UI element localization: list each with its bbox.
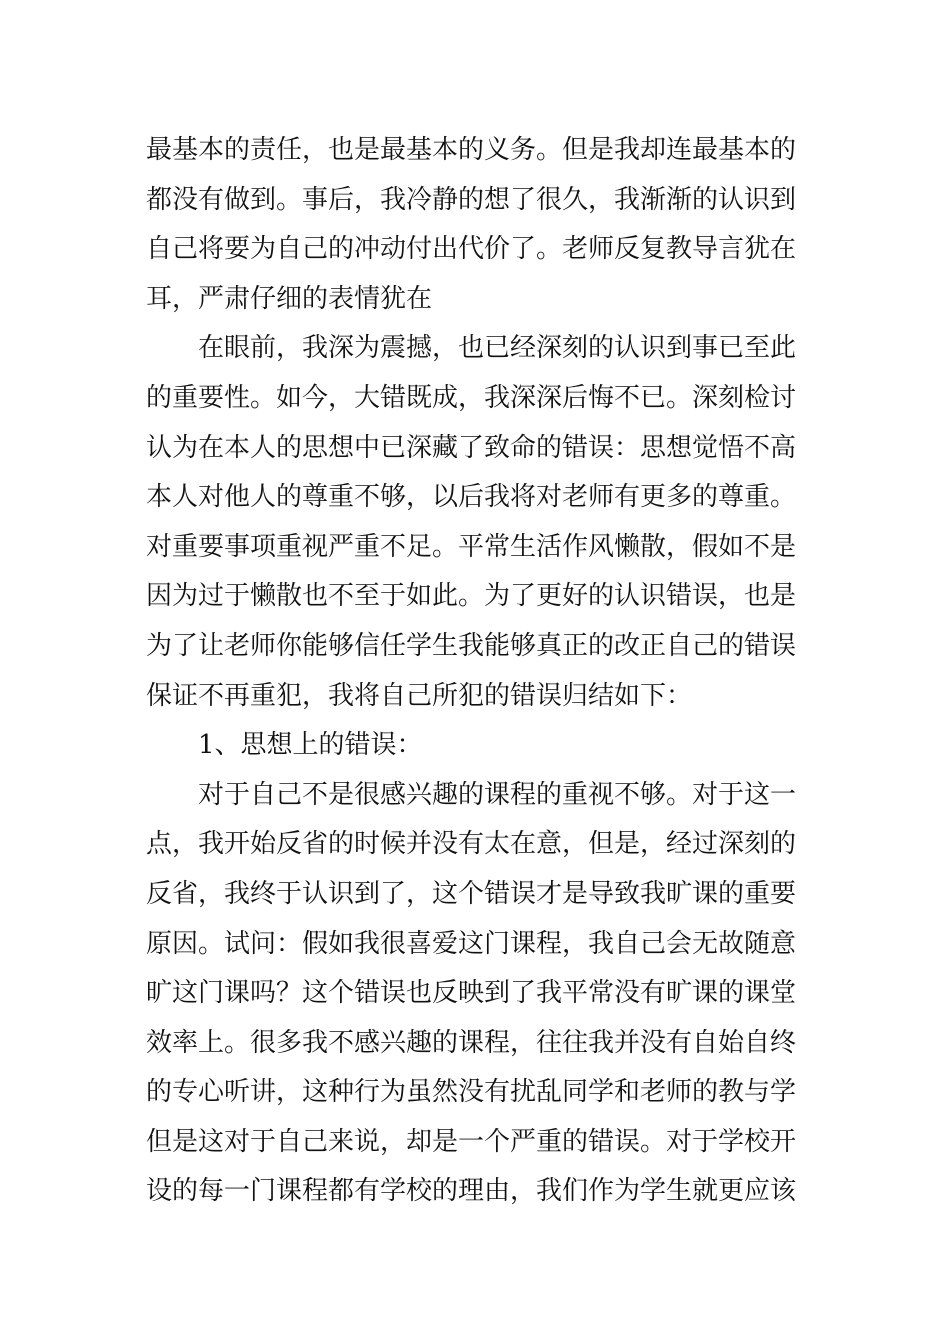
text-line-9: 对重要事项重视严重不足。平常生活作风懒散，假如不是 (146, 531, 797, 562)
text-line-18: 旷这门课吗？这个错误也反映到了我平常没有旷课的课堂 (146, 978, 797, 1009)
text-line-14: 对于自己不是很感兴趣的课程的重视不够。对于这一 (198, 779, 797, 810)
text-line-3: 自己将要为自己的冲动付出代价了。老师反复教导言犹在 (146, 234, 797, 265)
text-line-22: 设的每一门课程都有学校的理由，我们作为学生就更应该 (146, 1176, 797, 1207)
text-line-1: 最基本的责任，也是最基本的义务。但是我却连最基本的 (146, 135, 797, 165)
text-line-16: 反省，我终于认识到了，这个错误才是导致我旷课的重要 (146, 878, 797, 909)
text-line-19: 效率上。很多我不感兴趣的课程，往往我并没有自始自终 (146, 1027, 797, 1058)
text-line-5: 在眼前，我深为震撼，也已经深刻的认识到事已至此 (198, 333, 797, 364)
document-body (146, 126, 810, 1217)
text-line-17: 原因。试问：假如我很喜爱这门课程，我自己会无故随意 (146, 928, 797, 959)
section-heading: 1、思想上的错误： (198, 730, 423, 761)
text-line-6: 的重要性。如今，大错既成，我深深后悔不已。深刻检讨 (146, 382, 797, 413)
text-line-8: 本人对他人的尊重不够，以后我将对老师有更多的尊重。 (146, 482, 797, 513)
text-line-10: 因为过于懒散也不至于如此。为了更好的认识错误，也是 (146, 581, 797, 612)
text-line-20: 的专心听讲，这种行为虽然没有扰乱同学和老师的教与学 (146, 1077, 797, 1108)
text-line-4: 耳，严肃仔细的表情犹在 (146, 283, 433, 314)
text-line-21: 但是这对于自己来说，却是一个严重的错误。对于学校开 (146, 1126, 797, 1157)
text-line-15: 点，我开始反省的时候并没有太在意，但是，经过深刻的 (146, 829, 797, 860)
text-line-7: 认为在本人的思想中已深藏了致命的错误：思想觉悟不高 (146, 432, 797, 463)
text-line-12: 保证不再重犯，我将自己所犯的错误归结如下： (146, 680, 693, 711)
text-line-2: 都没有做到。事后，我冷静的想了很久，我渐渐的认识到 (146, 184, 797, 215)
text-line-11: 为了让老师你能够信任学生我能够真正的改正自己的错误 (146, 630, 797, 661)
